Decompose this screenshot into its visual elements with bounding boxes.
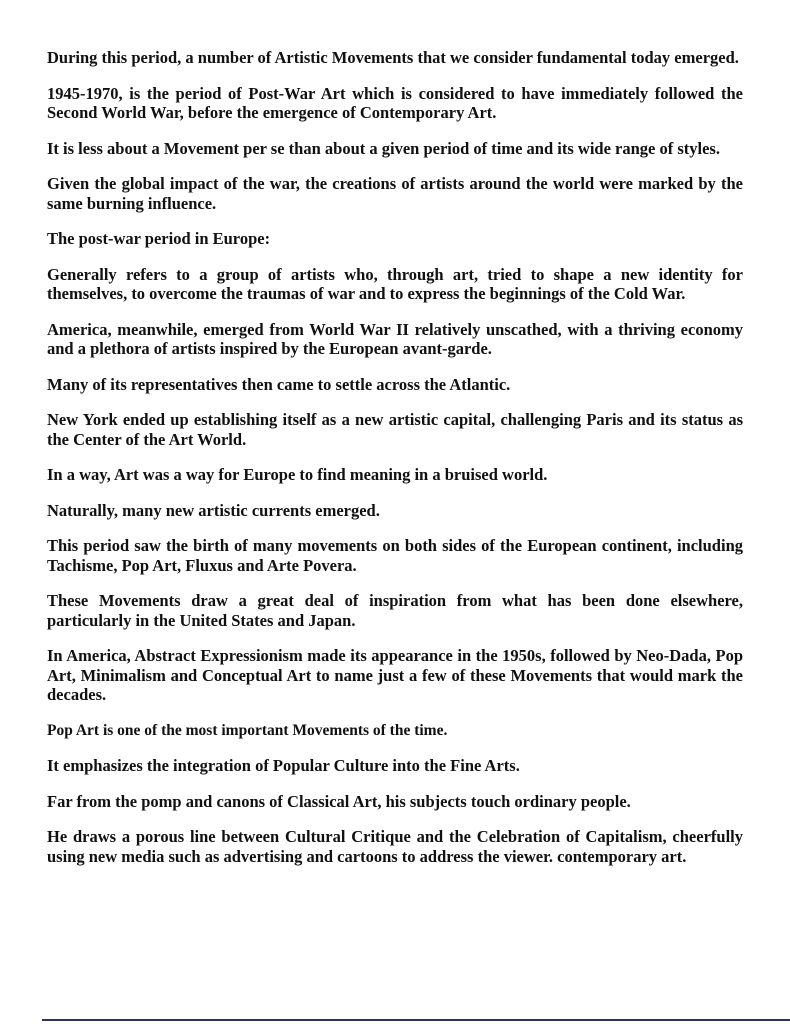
paragraph: These Movements draw a great deal of inspiration from what has been done elsewhere, particularly in the United States and Japan. <box>47 591 743 630</box>
paragraph: Given the global impact of the war, the creations of artists around the world were marked by the same burning influence. <box>47 174 743 213</box>
paragraph: Far from the pomp and canons of Classical Art, his subjects touch ordinary people. <box>47 791 631 811</box>
document-body <box>47 48 743 882</box>
paragraph: Generally refers to a group of artists who, through art, tried to shape a new identity for themselves, to overcome the traumas of war and to express the beginnings of the Cold War. <box>47 264 743 303</box>
paragraph: In America, Abstract Expressionism made its appearance in the 1950s, followed by Neo-Dada, Pop Art, Minimalism and Conceptual Art to name just a few of these Movements that would mark the decades. <box>47 646 743 704</box>
paragraph: Many of its representatives then came to settle across the Atlantic. <box>47 374 511 394</box>
paragraph: This period saw the birth of many movements on both sides of the European continent, including Tachisme, Pop Art, Fluxus and Arte Povera. <box>47 536 743 575</box>
paragraph: New York ended up establishing itself as a new artistic capital, challenging Paris and its status as the Center of the Art World. <box>47 410 743 449</box>
bottom-rule <box>42 1019 790 1021</box>
paragraph: America, meanwhile, emerged from World War II relatively unscathed, with a thriving economy and a plethora of artists inspired by the European avant-garde. <box>47 319 743 358</box>
paragraph: 1945-1970, is the period of Post-War Art which is considered to have immediately followed the Second World War, before the emergence of Contemporary Art. <box>47 83 743 122</box>
paragraph: In a way, Art was a way for Europe to find meaning in a bruised world. <box>47 465 548 484</box>
paragraph: It is less about a Movement per se than about a given period of time and its wide range of styles. <box>47 138 720 158</box>
paragraph: It emphasizes the integration of Popular Culture into the Fine Arts. <box>47 756 520 775</box>
paragraph: He draws a porous line between Cultural Critique and the Celebration of Capitalism, cheerfully using new media such as advertising and cartoons to address the viewer. contemporary art. <box>47 827 743 866</box>
paragraph: Pop Art is one of the most important Movements of the time. <box>47 721 448 739</box>
section-heading: The post-war period in Europe: <box>47 229 271 248</box>
paragraph: During this period, a number of Artistic Movements that we consider fundamental today emerged. <box>47 48 739 67</box>
paragraph: Naturally, many new artistic currents emerged. <box>47 500 380 520</box>
